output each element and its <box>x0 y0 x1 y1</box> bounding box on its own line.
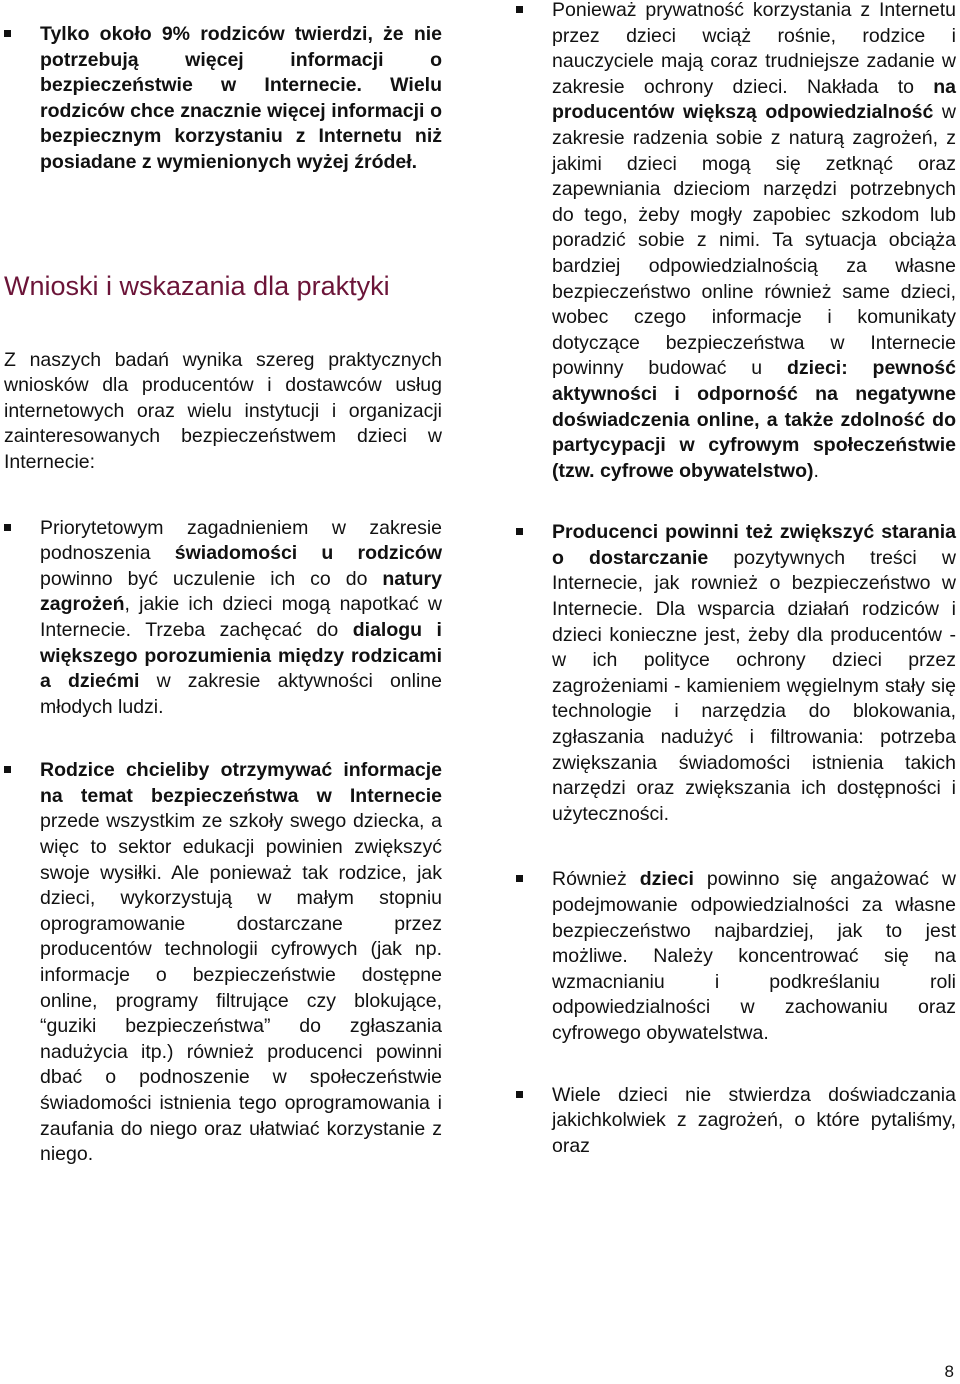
bullet-item-children <box>516 867 956 1046</box>
square-bullet-icon <box>4 524 11 531</box>
left-column <box>4 0 442 1168</box>
item-text: Priorytetowym zagadnieniem w zakresie podnoszenia <box>40 516 442 565</box>
item-text-bold: Tylko około 9% rodziców twierdzi, że nie potrzebują więcej informacji o bezpieczeństwie w Internecie. Wielu rodziców chce znacznie więcej informacji o bezpiecznym korzystaniu z Internetu niż posiadane z wymienionych wyżej źródeł. <box>40 23 442 173</box>
item-text-bold: dzieci <box>639 868 694 891</box>
square-bullet-icon <box>516 528 523 535</box>
section-heading: Wnioski i wskazania dla praktyki <box>4 270 390 301</box>
square-bullet-icon <box>516 875 523 882</box>
item-text: w zakresie aktywności online młodych ludzi. <box>40 670 442 718</box>
item-text-bold: natury zagrożeń <box>40 567 442 616</box>
right-column <box>516 0 956 1159</box>
item-text: pozytywnych treści w Internecie, jak rownież o bezpieczeństwo w Internecie. Dla wsparcia działań rodziców i dzieci konieczne jest, żeby dla producentów - w ich polityce ochrony dzieci przez zagrożeniami - kamieniem węgielnym stały się technologie i narzędzia do blokowania, zgłaszania nadużyć i filtrowania: potrzeba zwiększania świadomości istnienia takich narzędzi oraz zwiększania ich dostępności i użyteczności. <box>552 546 956 825</box>
item-text: . <box>813 459 819 482</box>
bullet-item-parents-school <box>4 758 442 1168</box>
item-text-bold: Rodzice chcieliby otrzymywać informacje na temat bezpieczeństwa w Internecie <box>40 759 442 807</box>
item-text: Ponieważ prywatność korzystania z Internetu przez dzieci wciąż rośnie, rodzice i nauczyciele mają coraz trudniejsze zadanie w zakresie ochrony dzieci. Nakłada to <box>552 0 956 98</box>
square-bullet-icon <box>516 6 523 13</box>
bullet-item-awareness <box>4 516 442 721</box>
page-number: 8 <box>944 1362 954 1381</box>
bullet-item-many-children <box>516 1083 956 1160</box>
item-text: powinno się angażować w podejmowanie odpowiedzialności za własne bezpieczeństwo najbardziej, jak to jest możliwe. Należy koncentrować się na wzmacnianiu i podkreślaniu roli odpowiedzialności w zachowaniu oraz cyfrowego obywatelstwa. <box>552 868 956 1044</box>
square-bullet-icon <box>4 766 11 773</box>
bullet-item-parents-info <box>4 22 442 176</box>
item-text: , jakie ich dzieci mogą napotkać w Internecie. Trzeba zachęcać do <box>40 593 442 641</box>
square-bullet-icon <box>4 30 11 37</box>
item-text: w zakresie radzenia sobie z naturą zagrożeń, z jakimi dzieci mogą się zetknąć oraz zapewniania dzieciom narzędzi potrzebnych do tego, żeby mogły zapobiec szkodom lub poradzić sobie z nimi. Ta sytuacja obciąża bardziej odpowiedzialnością za własne bezpieczeństwo online również same dzieci, wobec czego informacje i komunikaty dotyczące bezpieczeństwa w Internecie powinny budować u <box>552 101 956 380</box>
item-text: przede wszystkim ze szkoły swego dziecka, a więc to sektor edukacji powinien zwiększyć swoje wysiłki. Ale ponieważ tak rodzice, jak dzieci, wykorzystują w małym stopniu oprogramowanie dostarczane przez producentów technologii cyfrowych (jak np. informacje o bezpieczeństwie dostępne online, programy filtrujące czy blokujące, “guziki bezpieczeństwa” do zgłaszania nadużycia itp.) również producenci powinni dbać o podnoszenie w społeczeństwie świadomości istnienia tego oprogramowania i zaufania do niego oraz ułatwiać korzystanie z niego. <box>40 810 442 1166</box>
item-text-bold: Producenci powinni też zwiększyć starania o dostarczanie <box>552 521 956 569</box>
item-text: Wiele dzieci nie stwierdza doświadczania jakichkolwiek z zagrożeń, o które pytaliśmy, oraz <box>552 1083 956 1157</box>
intro-paragraph: Z naszych badań wynika szereg praktycznych wniosków dla producentów i dostawców usług internetowych oraz wielu instytucji i organizacji zainteresowanych bezpieczeństwem dzieci w Internecie: <box>4 348 442 473</box>
square-bullet-icon <box>516 1091 523 1098</box>
bullet-item-producers <box>516 520 956 827</box>
bullet-item-privacy <box>516 0 956 484</box>
item-text-bold: świadomości u rodziców <box>174 542 442 565</box>
item-text-bold: dzieci: pewność aktywności i odporność na negatywne doświadczenia online, a także zdolność do partycypacji w cyfrowym społeczeństwie (tzw. cyfrowe obywatelstwo) <box>552 357 956 482</box>
item-text-bold: dialogu i większego porozumienia między rodzicami a dziećmi <box>40 618 442 693</box>
item-text: powinno być uczulenie ich co do <box>40 567 383 590</box>
item-text: Również <box>552 868 640 891</box>
item-text-bold: na producentów większą odpowiedzialność <box>552 75 956 124</box>
